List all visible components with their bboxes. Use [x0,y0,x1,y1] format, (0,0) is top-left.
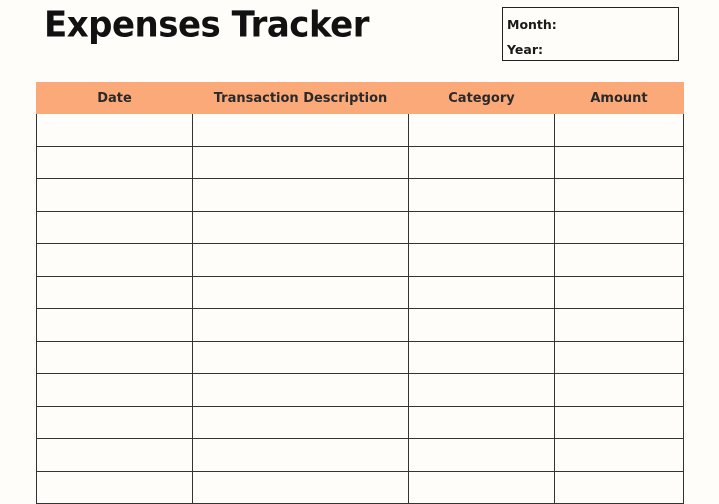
table-row [37,341,684,374]
amount-cell[interactable] [555,244,684,277]
amount-cell[interactable] [555,374,684,407]
category-cell[interactable] [409,146,555,179]
page-title: Expenses Tracker [44,4,369,47]
year-field[interactable] [507,37,678,62]
description-cell[interactable] [193,309,409,342]
table-row [37,406,684,439]
table-row [37,309,684,342]
date-cell[interactable] [37,244,193,277]
amount-cell[interactable] [555,179,684,212]
date-cell[interactable] [37,309,193,342]
table-row [37,471,684,504]
date-cell[interactable] [37,341,193,374]
amount-cell[interactable] [555,406,684,439]
description-cell[interactable] [193,276,409,309]
header-category: Category [409,82,555,114]
date-cell[interactable] [37,276,193,309]
month-field[interactable] [507,12,678,37]
category-cell[interactable] [409,374,555,407]
category-cell[interactable] [409,276,555,309]
table-row [37,439,684,472]
date-cell[interactable] [37,374,193,407]
date-cell[interactable] [37,406,193,439]
table-row [37,276,684,309]
table-header-row [37,82,684,114]
category-cell[interactable] [409,179,555,212]
category-cell[interactable] [409,406,555,439]
description-cell[interactable] [193,146,409,179]
category-cell[interactable] [409,471,555,504]
description-cell[interactable] [193,114,409,146]
table-row [37,244,684,277]
date-cell[interactable] [37,439,193,472]
date-cell[interactable] [37,211,193,244]
amount-cell[interactable] [555,211,684,244]
description-cell[interactable] [193,179,409,212]
month-label: Month: [507,17,557,32]
table-row [37,211,684,244]
description-cell[interactable] [193,341,409,374]
amount-cell[interactable] [555,471,684,504]
table-body [37,114,684,504]
amount-cell[interactable] [555,114,684,146]
description-cell[interactable] [193,471,409,504]
amount-cell[interactable] [555,309,684,342]
month-year-box [502,7,679,61]
amount-cell[interactable] [555,341,684,374]
category-cell[interactable] [409,439,555,472]
table-row [37,179,684,212]
description-cell[interactable] [193,374,409,407]
expenses-table [36,82,684,504]
date-cell[interactable] [37,179,193,212]
description-cell[interactable] [193,244,409,277]
category-cell[interactable] [409,211,555,244]
table-row [37,146,684,179]
description-cell[interactable] [193,406,409,439]
header-amount: Amount [555,82,684,114]
category-cell[interactable] [409,114,555,146]
description-cell[interactable] [193,211,409,244]
date-cell[interactable] [37,146,193,179]
table-row [37,114,684,146]
amount-cell[interactable] [555,276,684,309]
category-cell[interactable] [409,341,555,374]
date-cell[interactable] [37,114,193,146]
description-cell[interactable] [193,439,409,472]
date-cell[interactable] [37,471,193,504]
year-label: Year: [507,42,543,57]
header-transaction-description: Transaction Description [193,82,409,114]
header-date: Date [37,82,193,114]
table-row [37,374,684,407]
category-cell[interactable] [409,309,555,342]
amount-cell[interactable] [555,439,684,472]
amount-cell[interactable] [555,146,684,179]
category-cell[interactable] [409,244,555,277]
